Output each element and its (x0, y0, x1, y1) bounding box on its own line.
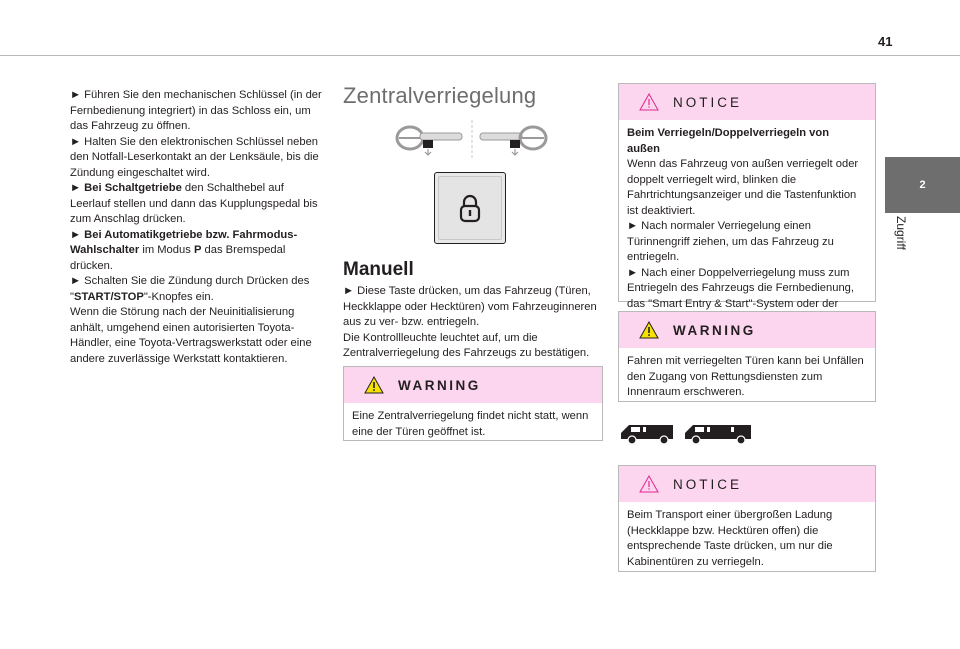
step-bold: Bei Automatikgetriebe bzw. Fahrmodus-Wahlschalter (70, 228, 298, 256)
step-4 (70, 228, 322, 275)
step-5 (70, 274, 322, 305)
central-locking-button[interactable] (434, 172, 506, 244)
chapter-tab-number: 2 (919, 179, 926, 191)
bullet-arrow-icon: ► (70, 182, 82, 194)
notice-bullet-1 (627, 219, 865, 266)
bullet-arrow-icon: ► (627, 266, 639, 279)
steering-wheel-right-icon (480, 127, 546, 155)
van-long-icon (685, 425, 751, 444)
padlock-icon (457, 193, 483, 223)
subsection-title: Manuell (343, 259, 414, 280)
step-text: im Modus (139, 244, 194, 256)
manual-step (343, 284, 603, 331)
notice-header (619, 466, 875, 502)
notice-triangle-icon (639, 93, 659, 111)
step-1 (70, 88, 322, 135)
header-rule (0, 55, 960, 56)
step-text: Halten Sie den elektronischen Schlüssel neben den Notfall-Leserkontakt an der Lenksäule, bis die Zündung eingeschaltet wird. (70, 135, 319, 179)
dashboard-illustration (392, 118, 552, 160)
steering-wheel-left-icon (397, 127, 462, 155)
step-text: den Schalthebel auf Leerlauf stellen und dann das Kupplungspedal bis zum Anschlag drücken. (70, 182, 318, 225)
step-bold: START/STOP (73, 290, 144, 303)
notice-paragraph: Wenn das Fahrzeug von außen verriegelt oder doppelt verriegelt wird, blinken die Fahrtrichtungsanzeiger und die Tastenfunktion ist deaktiviert. (627, 158, 859, 217)
step-text: das Bremspedal drücken. (70, 244, 286, 272)
step-2 (70, 135, 322, 182)
warning-text: Fahren mit verriegelten Türen kann bei Unfällen den Zugang von Rettungsdiensten zum Innenraum erschweren. (627, 355, 864, 398)
warning-box-2 (618, 311, 876, 402)
warning-label: WARNING (673, 322, 756, 338)
warning-header (344, 367, 602, 403)
step-text: Schalten Sie die Zündung durch Drücken des " (70, 275, 310, 303)
note: Wenn die Störung nach der Neuinitialisierung anhält, umgehend einen autorisierten Toyota-Händler, eine Toyota-Vertragswerkstatt oder eine andere zuverlässige Werkstatt kontaktieren. (70, 306, 312, 365)
manual-description (343, 284, 603, 362)
bullet-text: Nach einer Doppelverriegelung muss zum Entriegeln des Fahrzeugs die Fernbedienung, das "Smart Entry & Start"-System oder der (627, 266, 855, 310)
bullet-text: Nach normaler Verriegelung einen Türinnengriff ziehen, um das Fahrzeug zu entriegeln. (627, 220, 834, 263)
chapter-title (894, 216, 908, 276)
bullet-arrow-icon: ► (70, 228, 82, 241)
bullet-arrow-icon: ► (343, 285, 355, 297)
chapter-title-text: Zugriff (894, 216, 908, 250)
bullet-arrow-icon: ► (70, 275, 82, 287)
step-text: Diese Taste drücken, um das Fahrzeug (Türen, Heckklappe oder Hecktüren) vom Fahrzeuginneren aus zu ver- bzw. entriegeln. (343, 285, 597, 328)
van-short-icon (621, 425, 673, 444)
section-header (343, 83, 603, 109)
notice-triangle-icon (639, 475, 659, 493)
step-bold: Bei Schaltgetriebe (81, 182, 182, 194)
step-3 (70, 181, 322, 228)
warning-triangle-icon (639, 321, 659, 339)
bullet-arrow-icon: ► (70, 135, 82, 148)
page-number: 41 (878, 34, 893, 49)
bullet-arrow-icon: ► (627, 220, 639, 232)
notice-header (619, 84, 875, 120)
step-text: "-Knopfes ein. (143, 290, 214, 303)
chapter-tab[interactable] (885, 157, 960, 213)
warning-text: Eine Zentralverriegelung findet nicht statt, wenn eine der Türen geöffnet ist. (352, 410, 589, 438)
manual-note: Die Kontrollleuchte leuchtet auf, um die Zentralverriegelung des Fahrzeugs zu bestätigen. (343, 331, 590, 359)
notice-box (618, 83, 876, 310)
step-bold: P (193, 244, 202, 256)
section-title: Zentralverriegelung (343, 83, 537, 108)
bullet-arrow-icon: ► (70, 89, 82, 101)
warning-triangle-icon (364, 376, 384, 394)
warning-box (343, 366, 603, 441)
warning-header (619, 312, 875, 348)
notice-heading (627, 126, 865, 157)
notice-box-2 (618, 465, 876, 572)
van-illustrations (619, 420, 753, 446)
notice-label: NOTICE (673, 476, 743, 492)
notice-text: Beim Transport einer übergroßen Ladung (Heckklappe bzw. Hecktüren offen) die entsprechende Taste drücken, um nur die Kabinentüren zu verriegeln. (627, 509, 833, 568)
notice-body (619, 120, 875, 336)
instructions-column (70, 88, 322, 367)
notice-heading-text: Beim Verriegeln/Doppelverriegeln von außen (627, 127, 830, 155)
button-face (438, 176, 502, 240)
notice-label: NOTICE (673, 94, 743, 110)
step-text: Führen Sie den mechanischen Schlüssel (in der Fernbedienung integriert) in das Schloss ein, um das Fahrzeug zu öffnen. (70, 89, 322, 132)
warning-label: WARNING (398, 377, 481, 393)
